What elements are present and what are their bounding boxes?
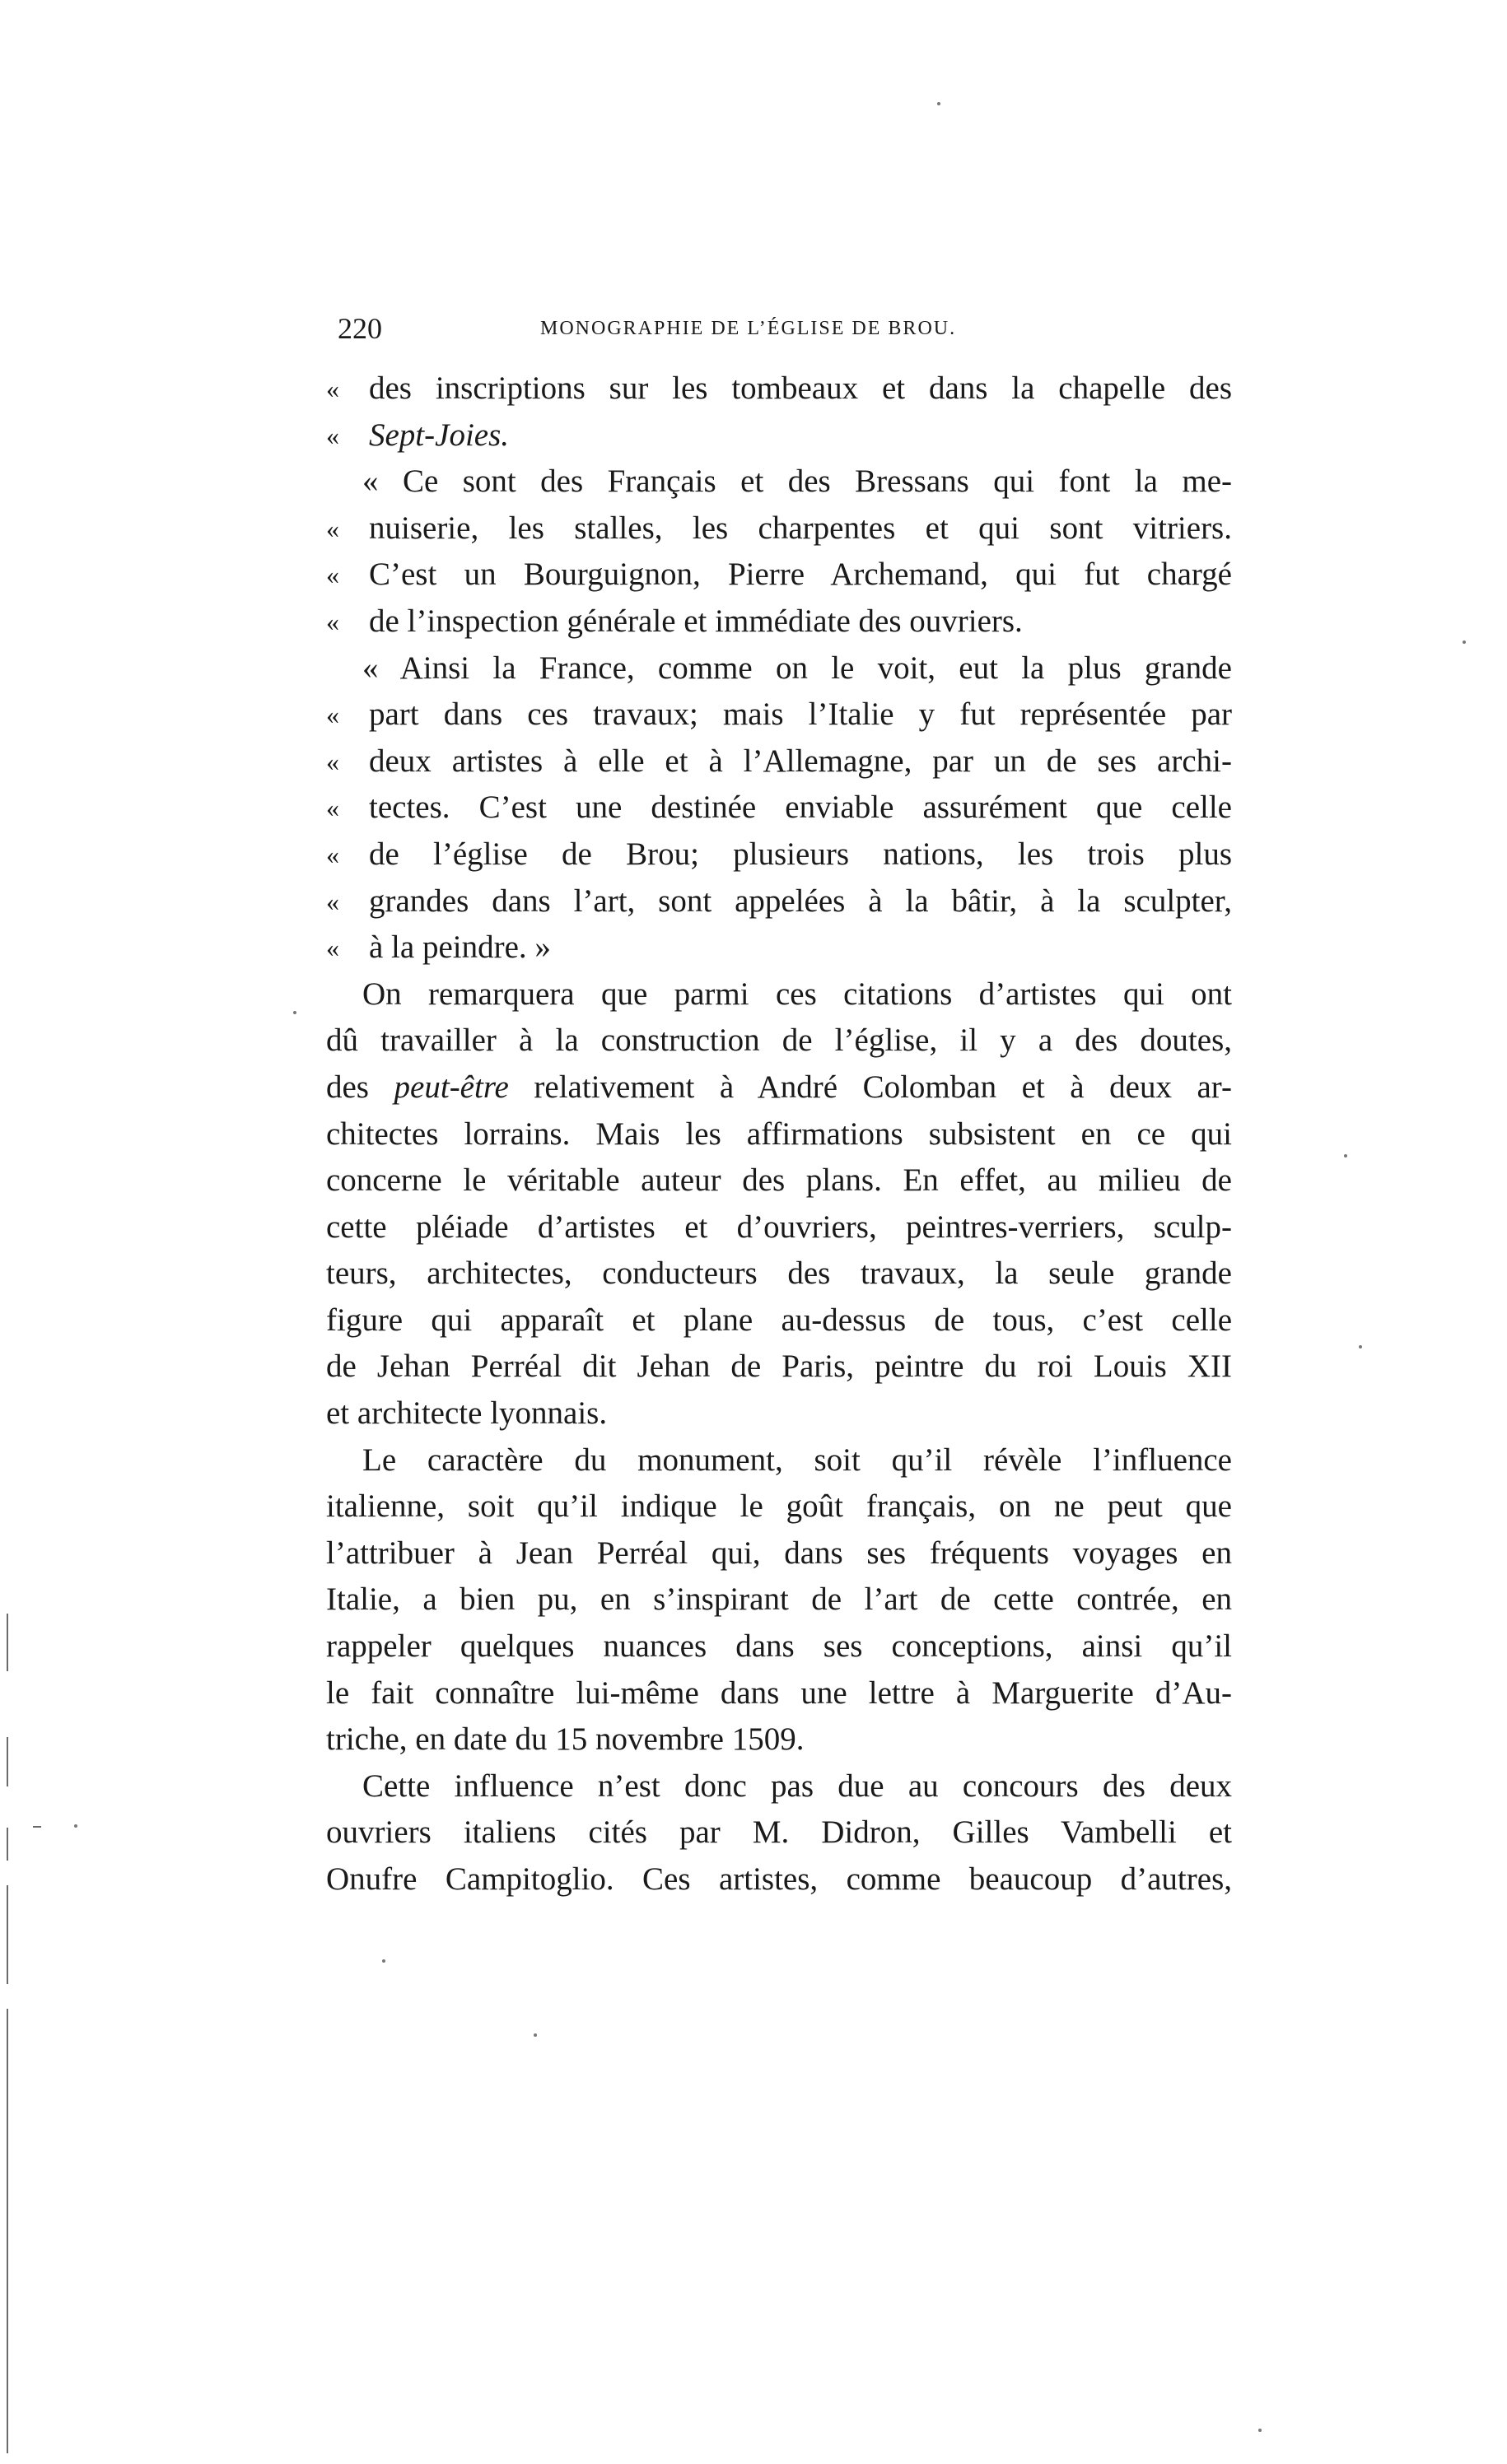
scan-speck (382, 1959, 385, 1963)
paragraph-text: de Jehan Perréal dit Jehan de Paris, peintre du roi Louis XII (326, 1348, 1232, 1385)
paragraph-line (326, 1297, 1232, 1344)
paragraph-line (326, 1810, 1232, 1856)
scan-mark (7, 2009, 8, 2453)
paragraph-line (326, 1716, 1232, 1763)
paragraph-line (326, 1530, 1232, 1577)
paragraph-line (326, 1856, 1232, 1903)
quote-mark: « (326, 560, 339, 590)
scan-mark (7, 1737, 8, 1786)
paragraph-line (326, 971, 1232, 1018)
scan-mark (33, 1826, 41, 1828)
paragraph-line (326, 1204, 1232, 1251)
paragraph-text: rappeler quelques nuances dans ses conceptions, ainsi qu’il (326, 1628, 1232, 1665)
scan-speck (937, 102, 940, 105)
quote-line (326, 785, 1232, 831)
quote-text: tectes. C’est une destinée enviable assurément que celle (369, 790, 1232, 826)
paragraph-text: teurs, architectes, conducteurs des travaux, la seule grande (326, 1255, 1232, 1292)
quote-mark: « (326, 933, 339, 963)
quote-text: des inscriptions sur les tombeaux et dans la chapelle des (369, 370, 1232, 406)
paragraph-text: chitectes lorrains. Mais les affirmations subsistent en ce qui (326, 1116, 1232, 1152)
quote-text: part dans ces travaux; mais l’Italie y fut représentée par (369, 696, 1232, 733)
quote-line (326, 925, 1232, 971)
running-head: MONOGRAPHIE DE L’ÉGLISE DE BROU. (540, 318, 957, 339)
quote-text: de l’inspection générale et immédiate des ouvriers. (369, 603, 1023, 639)
paragraph-text: le fait connaître lui-même dans une lettre à Marguerite d’Au- (326, 1674, 1232, 1711)
paragraph-text: Italie, a bien pu, en s’inspirant de l’art de cette contrée, en (326, 1581, 1232, 1618)
scan-speck (534, 2033, 537, 2037)
scan-speck (1359, 1345, 1362, 1348)
paragraph-text: ouvriers italiens cités par M. Didron, Gilles Vambelli et (326, 1814, 1232, 1851)
scan-speck (1258, 2429, 1262, 2432)
quote-text: « Ainsi la France, comme on le voit, eut la plus grande (362, 650, 1232, 686)
quote-line (326, 505, 1232, 552)
paragraph-line (326, 1344, 1232, 1390)
paragraph-text: l’attribuer à Jean Perréal qui, dans ses fréquents voyages en (326, 1535, 1232, 1571)
scan-mark (7, 1828, 8, 1861)
quote-line (326, 552, 1232, 599)
quote-line (326, 599, 1232, 645)
paragraph-text: et architecte lyonnais. (326, 1395, 608, 1432)
paragraph-word: des (326, 1069, 369, 1105)
quote-line (326, 366, 1232, 412)
quote-text: « Ce sont des Français et des Bressans qui font la me- (362, 463, 1232, 500)
scan-mark (7, 1885, 8, 1984)
quote-line (326, 412, 1232, 459)
paragraph-text: Cette influence n’est donc pas due au concours des deux (362, 1768, 1232, 1804)
paragraph-text: On remarquera que parmi ces citations d’artistes qui ont (362, 976, 1232, 1012)
quote-mark: « (326, 886, 339, 916)
scan-mark (7, 1614, 8, 1671)
paragraph-text: dû travailler à la construction de l’église, il y a des doutes, (326, 1022, 1232, 1059)
quote-mark: « (326, 513, 339, 543)
paragraph-text: Onufre Campitoglio. Ces artistes, comme beaucoup d’autres, (326, 1861, 1232, 1897)
paragraph-line (326, 1157, 1232, 1204)
paragraph-line (326, 1484, 1232, 1530)
paragraph-line (326, 1111, 1232, 1158)
quote-line (326, 831, 1232, 878)
paragraph-line (326, 1251, 1232, 1297)
paragraph-text (326, 1064, 1232, 1111)
quote-text: de l’église de Brou; plusieurs nations, les trois plus (369, 836, 1232, 872)
paragraph-text-rest: relativement à André Colomban et à deux ar- (534, 1069, 1233, 1105)
scan-speck (1463, 640, 1466, 644)
page-header (338, 305, 1227, 354)
quote-text (369, 412, 1232, 459)
quote-text: C’est un Bourguignon, Pierre Archemand, qui fut chargé (369, 557, 1232, 593)
quote-line (326, 692, 1232, 738)
paragraph-line (326, 1577, 1232, 1623)
paragraph-text: triche, en date du 15 novembre 1509. (326, 1721, 805, 1758)
quote-mark: « (326, 746, 339, 776)
paragraph-line (326, 1390, 1232, 1437)
quote-mark: « (326, 374, 339, 403)
paragraph-text: cette pléiade d’artistes et d’ouvriers, peintres-verriers, sculp- (326, 1209, 1232, 1245)
paragraph-line (326, 1763, 1232, 1810)
quote-text: à la peindre. » (369, 929, 551, 966)
italic-phrase: peut-être (394, 1069, 509, 1105)
quote-line (326, 459, 1232, 505)
quote-line (326, 645, 1232, 692)
paragraph-text: Le caractère du monument, soit qu’il révèle l’influence (362, 1442, 1232, 1478)
scan-speck (293, 1011, 296, 1014)
quote-mark: « (326, 700, 339, 730)
paragraph-text: italienne, soit qu’il indique le goût français, on ne peut que (326, 1488, 1232, 1525)
paragraph-line (326, 1623, 1232, 1670)
scan-speck (74, 1824, 77, 1828)
quote-mark: « (326, 420, 339, 450)
quote-mark: « (326, 606, 339, 636)
page-body (326, 366, 1232, 1903)
scan-speck (1344, 1154, 1347, 1157)
quote-mark: « (326, 793, 339, 823)
quote-text: deux artistes à elle et à l’Allemagne, par un de ses archi- (369, 743, 1232, 779)
page-number: 220 (338, 312, 382, 345)
paragraph-text: concerne le véritable auteur des plans. En effet, au milieu de (326, 1162, 1232, 1199)
quote-line (326, 738, 1232, 785)
paragraph-line (326, 1064, 1232, 1111)
quote-text: nuiserie, les stalles, les charpentes et qui sont vitriers. (369, 510, 1232, 546)
chapel-name: Sept-Joies. (369, 417, 510, 453)
paragraph-text: figure qui apparaît et plane au-dessus de tous, c’est celle (326, 1302, 1232, 1338)
quote-mark: « (326, 839, 339, 869)
quote-text: grandes dans l’art, sont appelées à la bâtir, à la sculpter, (369, 883, 1232, 919)
paragraph-line (326, 1437, 1232, 1484)
paragraph-line (326, 1018, 1232, 1064)
paragraph-line (326, 1670, 1232, 1717)
quote-line (326, 878, 1232, 925)
